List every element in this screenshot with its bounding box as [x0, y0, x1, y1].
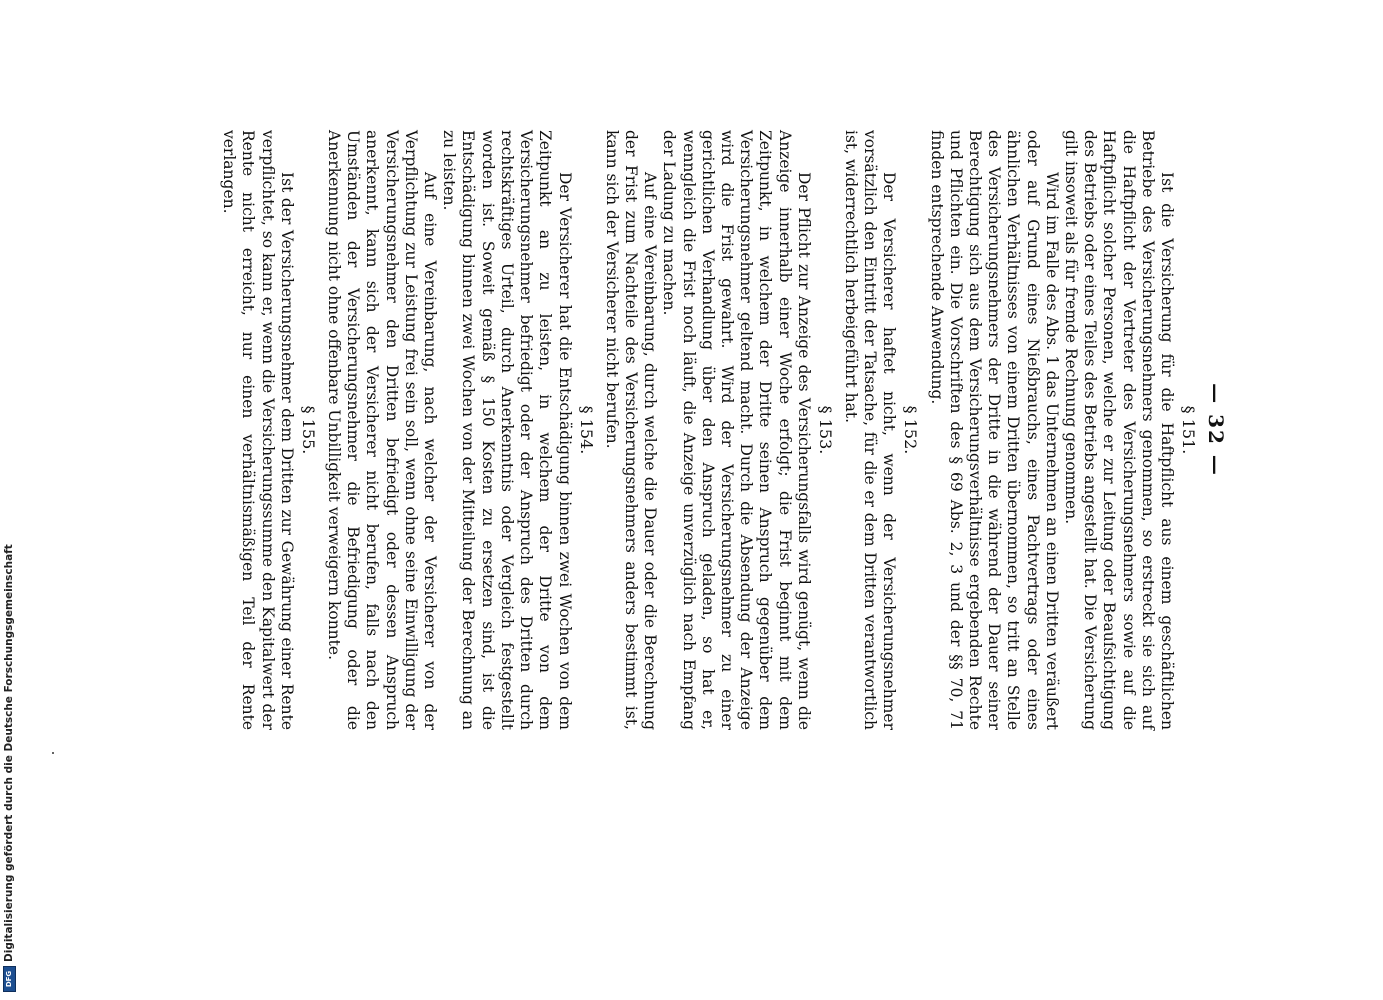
credit-text: Digitalisierung gefördert durch die Deutsche Forschungsgemeinschaft: [3, 544, 15, 962]
section-heading: § 153.: [815, 405, 835, 455]
section-heading: § 152.: [901, 405, 921, 455]
section-151: [926, 130, 1198, 730]
section-heading: § 154.: [576, 405, 596, 455]
dfg-logo-icon: DFG: [3, 966, 16, 992]
scan-speck: [52, 752, 54, 754]
paragraph: Ist der Versicherungsnehmer dem Dritten zur Gewährung einer Rente verpflichtet, so kann er, wenn die Versicherungssumme den Kapitalwert der Rente nicht erreicht, nur einen verhältnismäßigen Teil der Rente verlangen.: [220, 130, 296, 730]
page-number: — 32 —: [1204, 383, 1228, 477]
section-153: [602, 130, 835, 730]
section-heading: § 155.: [298, 405, 318, 455]
paragraph: Der Versicherer hat die Entschädigung binnen zwei Wochen von dem Zeitpunkt an zu leisten, in welchem der Dritte von dem Versicherungsnehmer befriedigt oder der Anspruch des Dritten durch rechtskräftiges Urteil, durch Anerkenntnis oder Vergleich festgestellt worden ist. Soweit gemäß § 150 Kosten zu ersetzen sind, ist die Entschädigung binnen zwei Wochen von der Mitteilung der Berechnung an zu leisten.: [440, 130, 574, 730]
dfg-credit-footer: [2, 544, 16, 992]
paragraph: Wird im Falle des Abs. 1 das Unternehmen an einen Dritten veräußert oder auf Grund eines Nießbrauchs, eines Pachtvertrags oder eines ähnlichen Verhältnisses von einem Dritten übernommen, so tritt an Stelle des Versicherungsnehmers der Dritte in die während der Dauer seiner Berechtigung sich aus dem Versicherungsverhältnisse ergebenden Rechte und Pflichten ein. Die Vorschriften des § 69 Abs. 2, 3 und der §§ 70, 71 finden entsprechende Anwendung.: [927, 130, 1061, 730]
paragraph: Auf eine Vereinbarung, nach welcher der Versicherer von der Verpflichtung zur Leistung frei sein soll, wenn ohne seine Einwilligung der Versicherungsnehmer den Dritten befriedigt oder dessen Anspruch anerkennt, kann sich der Versicherer nicht berufen, falls nach den Umständen der Versicherungsnehmer die Befriedigung oder die Anerkennung nicht ohne offenbare Unbilligkeit verweigern konnte.: [325, 130, 440, 730]
section-154: [324, 130, 596, 730]
paragraph: Auf eine Vereinbarung, durch welche die Dauer oder die Berechnung der Frist zum Nachteile des Versicherungsnehmers anders bestimmt ist, kann sich der Versicherer nicht berufen.: [602, 130, 660, 730]
paragraph: Der Versicherer haftet nicht, wenn der Versicherungsnehmer vorsätzlich den Eintritt der Tatsache, für die er dem Dritten verantwortlich ist, widerrechtlich herbeigeführt hat.: [841, 130, 899, 730]
section-heading: § 151.: [1179, 405, 1198, 455]
section-155: [219, 130, 318, 730]
paragraph: Ist die Versicherung für die Haftpflicht aus einem geschäftlichen Betriebe des Versicherungsnehmers genommen, so erstreckt sie sich auf die Haftpflicht der Vertreter des Versicherungsnehmers sowie auf die Haftpflicht solcher Personen, welche er zur Leitung oder Beaufsichtigung des Betriebs oder eines Teiles des Betriebs angestellt hat. Die Versicherung gilt insoweit als für fremde Rechnung genommen.: [1061, 130, 1176, 730]
paragraph: Der Pflicht zur Anzeige des Versicherungsfalls wird genügt, wenn die Anzeige innerhalb einer Woche erfolgt; die Frist beginnt mit dem Zeitpunkt, in welchem der Dritte seinen Anspruch gegenüber dem Versicherungsnehmer geltend macht. Durch die Absendung der Anzeige wird die Frist gewahrt. Wird der Versicherungsnehmer zu einer gerichtlichen Verhandlung über den Anspruch geladen, so hat er, wenngleich die Frist noch läuft, die Anzeige unverzüglich nach Empfang der Ladung zu machen.: [660, 130, 813, 730]
rotated-text-block: [168, 130, 1228, 730]
section-152: [841, 130, 921, 730]
